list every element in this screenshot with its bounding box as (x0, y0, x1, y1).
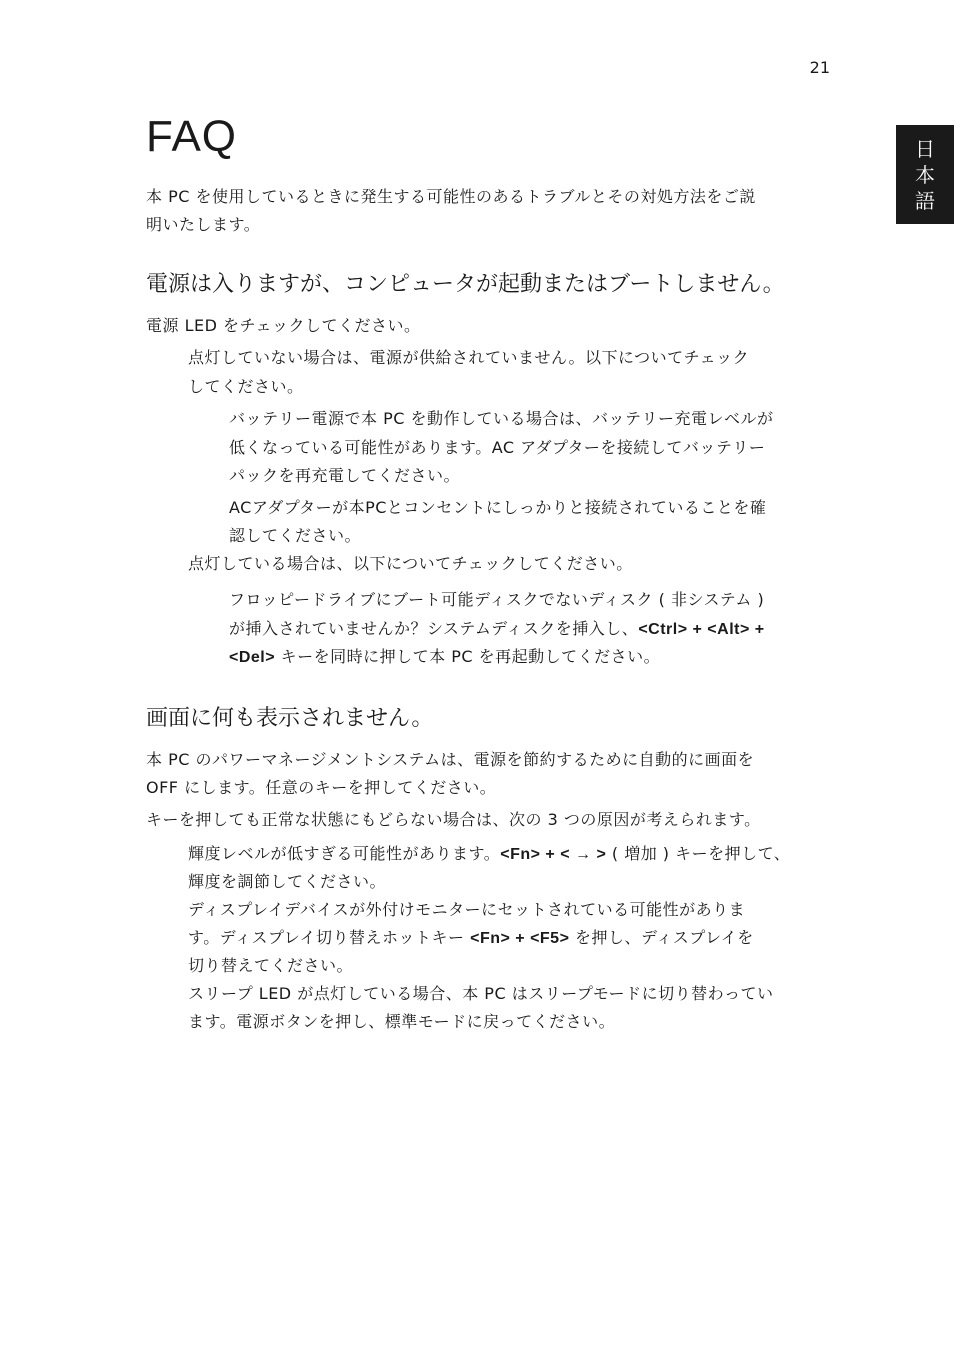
key-combo-del: <Del> (229, 649, 276, 666)
paragraph-sleep: ます。電源ボタンを押し、標準モードに戻ってください。 (188, 1012, 616, 1031)
language-tab (896, 125, 954, 224)
page-title: FAQ (146, 112, 238, 161)
floppy-text: キーを同時に押して本 PC を再起動してください。 (275, 647, 661, 666)
language-tab-char: 語 (915, 188, 935, 213)
paragraph-brightness (188, 840, 790, 869)
paragraph-power-management: OFF にします。任意のキーを押してください。 (146, 778, 497, 797)
intro-line: 本 PC を使用しているときに発生する可能性のあるトラブルとその対処方法をご説 (146, 187, 756, 206)
paragraph-floppy: フロッピードライブにブート可能ディスクでないディスク ( 非システム ) (229, 590, 765, 609)
paragraph-brightness: 輝度を調節してください。 (188, 872, 387, 891)
paragraph-check-led: 電源 LED をチェックしてください。 (146, 316, 421, 335)
paragraph-floppy (229, 643, 660, 672)
floppy-text: が挿入されていませんか？システムディスクを挿入し、 (229, 619, 639, 638)
paragraph-adapter: ACアダプターが本PCとコンセントにしっかりと接続されていることを確 (229, 498, 767, 517)
key-combo-fn-right: <Fn> + < → > (500, 846, 607, 863)
paragraph-led-on: 点灯している場合は、以下についてチェックしてください。 (188, 554, 633, 573)
key-combo-ctrl-alt: <Ctrl> + <Alt> + (638, 621, 765, 638)
intro-line: 明いたします。 (146, 215, 261, 234)
paragraph-led-off: してください。 (188, 377, 304, 396)
key-combo-fn-f5: <Fn> + <F5> (470, 930, 570, 947)
paragraph-external-display (188, 924, 754, 953)
brightness-text: 輝度レベルが低すぎる可能性があります。 (188, 844, 501, 863)
language-tab-char: 日 (915, 136, 935, 161)
external-display-text: を押し、ディスプレイを (569, 928, 754, 947)
paragraph-battery: バッテリー電源で本 PC を動作している場合は、バッテリー充電レベルが (229, 409, 774, 428)
external-display-text: す。ディスプレイ切り替えホットキー (188, 928, 471, 947)
section-heading-no-boot: 電源は入りますが、コンピュータが起動またはブートしません。 (146, 272, 785, 297)
paragraph-battery: パックを再充電してください。 (229, 466, 461, 485)
paragraph-sleep: スリープ LED が点灯している場合、本 PC はスリープモードに切り替わってい (188, 984, 774, 1003)
section-heading-no-display: 画面に何も表示されません。 (146, 706, 434, 731)
paragraph-floppy (229, 615, 765, 644)
brightness-text: ( 増加 ) キーを押して、 (606, 844, 791, 863)
paragraph-external-display: ディスプレイデバイスが外付けモニターにセットされている可能性がありま (188, 900, 746, 919)
language-tab-char: 本 (915, 162, 935, 187)
paragraph-led-off: 点灯していない場合は、電源が供給されていません。以下についてチェック (188, 348, 750, 367)
paragraph-adapter: 認してください。 (229, 526, 362, 545)
paragraph-power-management: 本 PC のパワーマネージメントシステムは、電源を節約するために自動的に画面を (146, 750, 755, 769)
page-number: 21 (809, 58, 830, 77)
paragraph-three-causes: キーを押しても正常な状態にもどらない場合は、次の 3 つの原因が考えられます。 (146, 810, 761, 829)
paragraph-battery: 低くなっている可能性があります。AC アダプターを接続してバッテリー (229, 438, 766, 457)
paragraph-external-display: 切り替えてください。 (188, 956, 354, 975)
